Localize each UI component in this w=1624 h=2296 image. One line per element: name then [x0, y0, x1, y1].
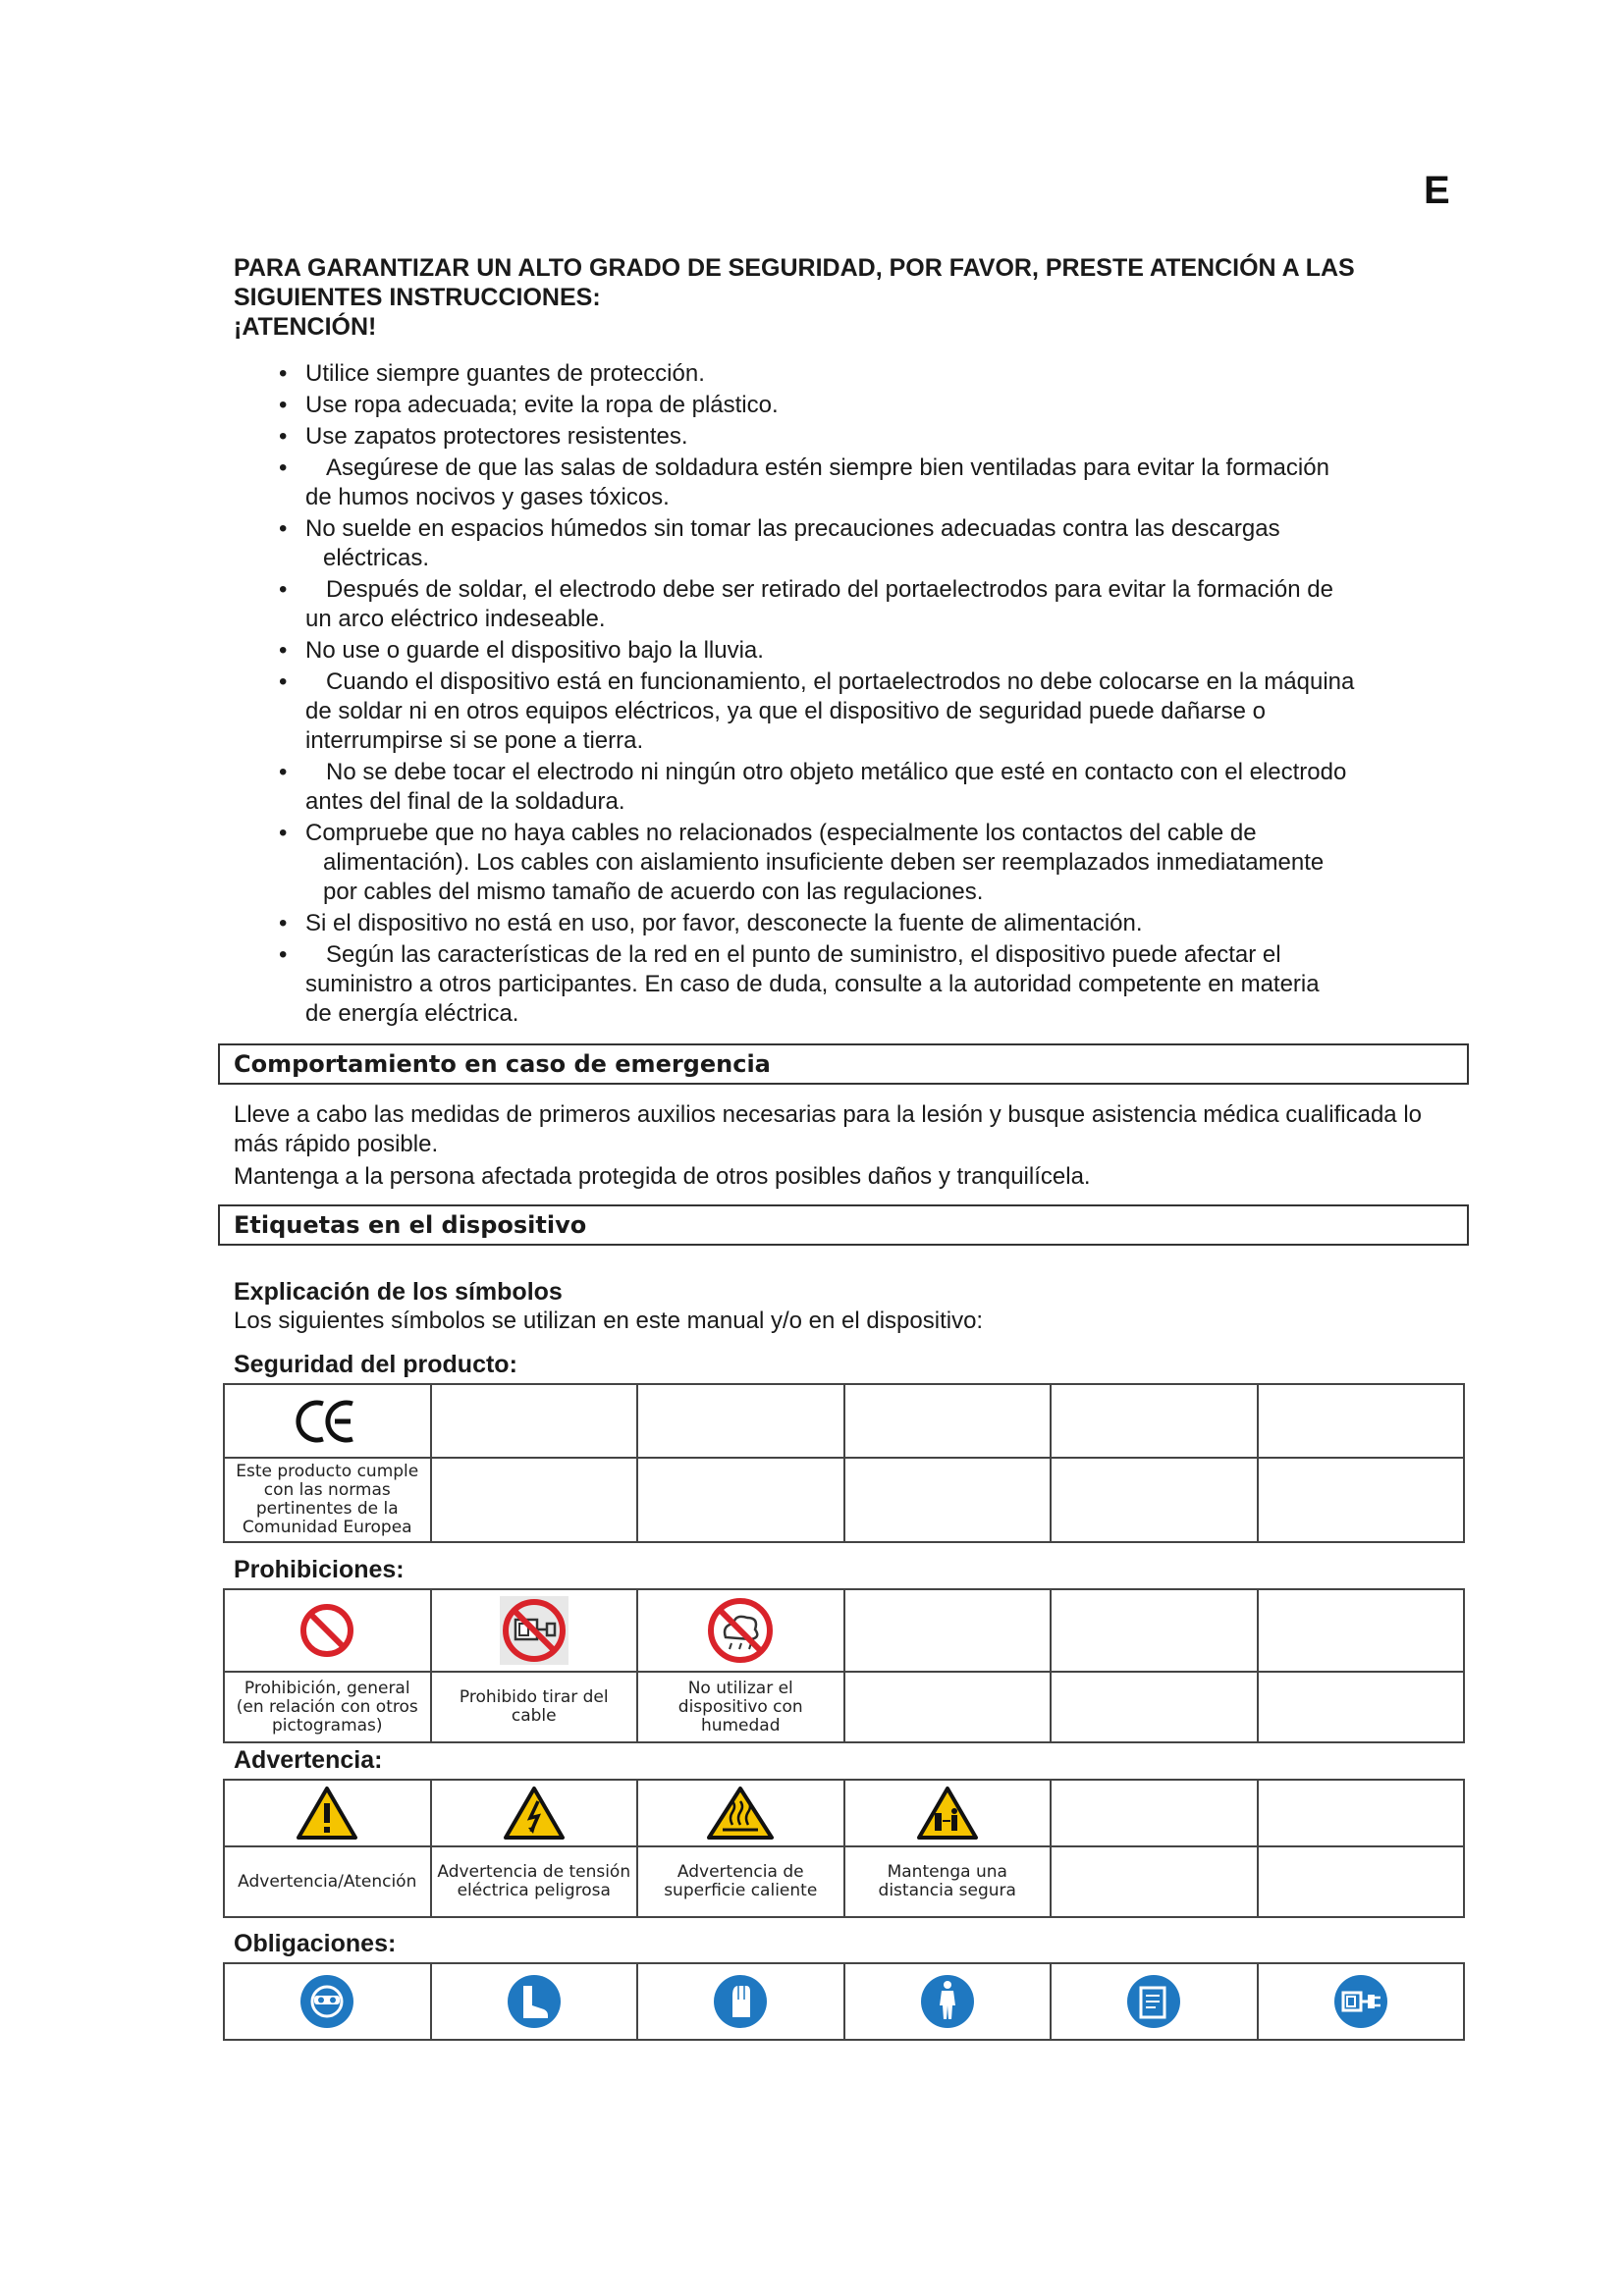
hot-surface-warning-icon: [706, 1786, 775, 1841]
symbol-cell: [637, 1963, 844, 2040]
warnings-table: [223, 1779, 1465, 1918]
emergency-section-title: Comportamiento en caso de emergencia: [218, 1043, 1469, 1085]
empty-cell: [1051, 1458, 1258, 1542]
face-shield-icon: [298, 1972, 356, 2031]
list-item: • Cuando el dispositivo está en funcionamiento, el portaelectrodos no debe colocarse en la máquina de soldar ni en otros equipos eléctricos, ya que el dispositivo de seguridad puede dañarse o interrumpirse si se pone a tierra.: [279, 668, 1355, 754]
unplug-icon: [1331, 1972, 1390, 2031]
list-item: • Use zapatos protectores resistentes.: [279, 423, 688, 450]
symbol-cell: [1051, 1963, 1258, 2040]
list-item: • Si el dispositivo no está en uso, por favor, desconecte la fuente de alimentación.: [279, 910, 1143, 936]
symbol-cell: [224, 1384, 431, 1458]
empty-cell: [1258, 1846, 1465, 1917]
safety-heading-attention: ¡ATENCIÓN!: [234, 313, 377, 341]
symbol-label: Advertencia de superficie caliente: [637, 1846, 844, 1917]
list-item: • Utilice siempre guantes de protección.: [279, 360, 705, 387]
empty-cell: [431, 1458, 638, 1542]
page-language-letter: E: [1424, 169, 1450, 212]
empty-cell: [1258, 1458, 1465, 1542]
product-safety-table: [223, 1383, 1465, 1543]
empty-cell: [1051, 1780, 1258, 1846]
symbol-label: Advertencia/Atención: [224, 1846, 431, 1917]
no-humidity-icon: [706, 1596, 775, 1665]
empty-cell: [637, 1384, 844, 1458]
symbol-cell: [431, 1589, 638, 1672]
empty-cell: [844, 1672, 1052, 1742]
empty-cell: [1258, 1589, 1465, 1672]
symbol-cell: [844, 1963, 1052, 2040]
symbol-cell: [637, 1780, 844, 1846]
symbol-cell: [431, 1963, 638, 2040]
list-item: • No suelde en espacios húmedos sin tomar las precauciones adecuadas contra las descargas eléctricas.: [279, 515, 1280, 571]
empty-cell: [431, 1384, 638, 1458]
no-pulling-cable-icon: [498, 1594, 570, 1667]
warning-exclamation-icon: [296, 1786, 358, 1841]
read-manual-icon: [1124, 1972, 1183, 2031]
symbol-cell: [224, 1963, 431, 2040]
empty-cell: [1051, 1589, 1258, 1672]
empty-cell: [1258, 1384, 1465, 1458]
symbol-cell: [224, 1780, 431, 1846]
empty-cell: [1051, 1672, 1258, 1742]
prohibitions-table: [223, 1588, 1465, 1743]
empty-cell: [637, 1458, 844, 1542]
list-item: • No se debe tocar el electrodo ni ningún otro objeto metálico que esté en contacto con el electrodo antes del final de la soldadura.: [279, 759, 1347, 815]
symbols-heading: Explicación de los símbolos: [234, 1278, 563, 1306]
empty-cell: [1051, 1846, 1258, 1917]
prohibitions-title: Prohibiciones:: [234, 1556, 405, 1583]
empty-cell: [1258, 1780, 1465, 1846]
warnings-title: Advertencia:: [234, 1746, 383, 1774]
electric-voltage-warning-icon: [503, 1786, 566, 1841]
symbol-cell: [637, 1589, 844, 1672]
symbols-intro: Los siguientes símbolos se utilizan en este manual y/o en el dispositivo:: [234, 1308, 984, 1334]
general-prohibition-icon: [298, 1601, 356, 1660]
list-item: • Después de soldar, el electrodo debe ser retirado del portaelectrodos para evitar la formación de un arco eléctrico indeseable.: [279, 576, 1333, 632]
emergency-paragraph-2: Mantenga a la persona afectada protegida de otros posibles daños y tranquilícela.: [234, 1163, 1091, 1190]
protective-clothing-icon: [918, 1972, 977, 2031]
symbol-label: Prohibido tirar del cable: [431, 1672, 638, 1742]
list-item: • Compruebe que no haya cables no relacionados (especialmente los contactos del cable de alimentación). Los cables con aislamiento insuficiente deben ser reemplazados inmediatamente por cables del mismo tamaño de acuerdo con las regulaciones.: [279, 820, 1325, 905]
safety-heading: [234, 253, 1451, 342]
symbol-cell: [844, 1780, 1052, 1846]
symbol-label: Advertencia de tensión eléctrica peligrosa: [431, 1846, 638, 1917]
empty-cell: [844, 1458, 1052, 1542]
safe-distance-warning-icon: [916, 1786, 979, 1841]
symbol-cell: [1258, 1963, 1465, 2040]
symbol-label: Mantenga una distancia segura: [844, 1846, 1052, 1917]
safety-boots-icon: [505, 1972, 564, 2031]
empty-cell: [844, 1589, 1052, 1672]
safety-heading-line1: PARA GARANTIZAR UN ALTO GRADO DE SEGURIDAD, POR FAVOR, PRESTE ATENCIÓN A LAS SIGUIENTES INSTRUCCIONES:: [234, 254, 1355, 311]
empty-cell: [1051, 1384, 1258, 1458]
safety-instructions-list: [234, 359, 1461, 1031]
symbol-label: Este producto cumple con las normas pertinentes de la Comunidad Europea: [224, 1458, 431, 1542]
list-item: • Según las características de la red en el punto de suministro, el dispositivo puede afectar el suministro a otros participantes. En caso de duda, consulte a la autoridad competente en materia de energía eléctrica.: [279, 941, 1320, 1027]
obligations-title: Obligaciones:: [234, 1930, 397, 1957]
list-item: • Asegúrese de que las salas de soldadura estén siempre bien ventiladas para evitar la formación de humos nocivos y gases tóxicos.: [279, 454, 1329, 510]
empty-cell: [1258, 1672, 1465, 1742]
symbol-cell: [224, 1589, 431, 1672]
empty-cell: [844, 1384, 1052, 1458]
ce-mark-icon: [296, 1398, 358, 1445]
obligations-table: [223, 1962, 1465, 2041]
symbol-label: No utilizar el dispositivo con humedad: [637, 1672, 844, 1742]
protective-gloves-icon: [711, 1972, 770, 2031]
symbol-cell: [431, 1780, 638, 1846]
product-safety-title: Seguridad del producto:: [234, 1351, 517, 1378]
device-labels-section-title: Etiquetas en el dispositivo: [218, 1204, 1469, 1246]
emergency-paragraph-1: Lleve a cabo las medidas de primeros auxilios necesarias para la lesión y busque asistencia médica cualificada lo más rápido posible.: [234, 1101, 1422, 1157]
list-item: • No use o guarde el dispositivo bajo la lluvia.: [279, 637, 764, 664]
list-item: • Use ropa adecuada; evite la ropa de plástico.: [279, 392, 779, 418]
symbol-label: Prohibición, general (en relación con otros pictogramas): [224, 1672, 431, 1742]
